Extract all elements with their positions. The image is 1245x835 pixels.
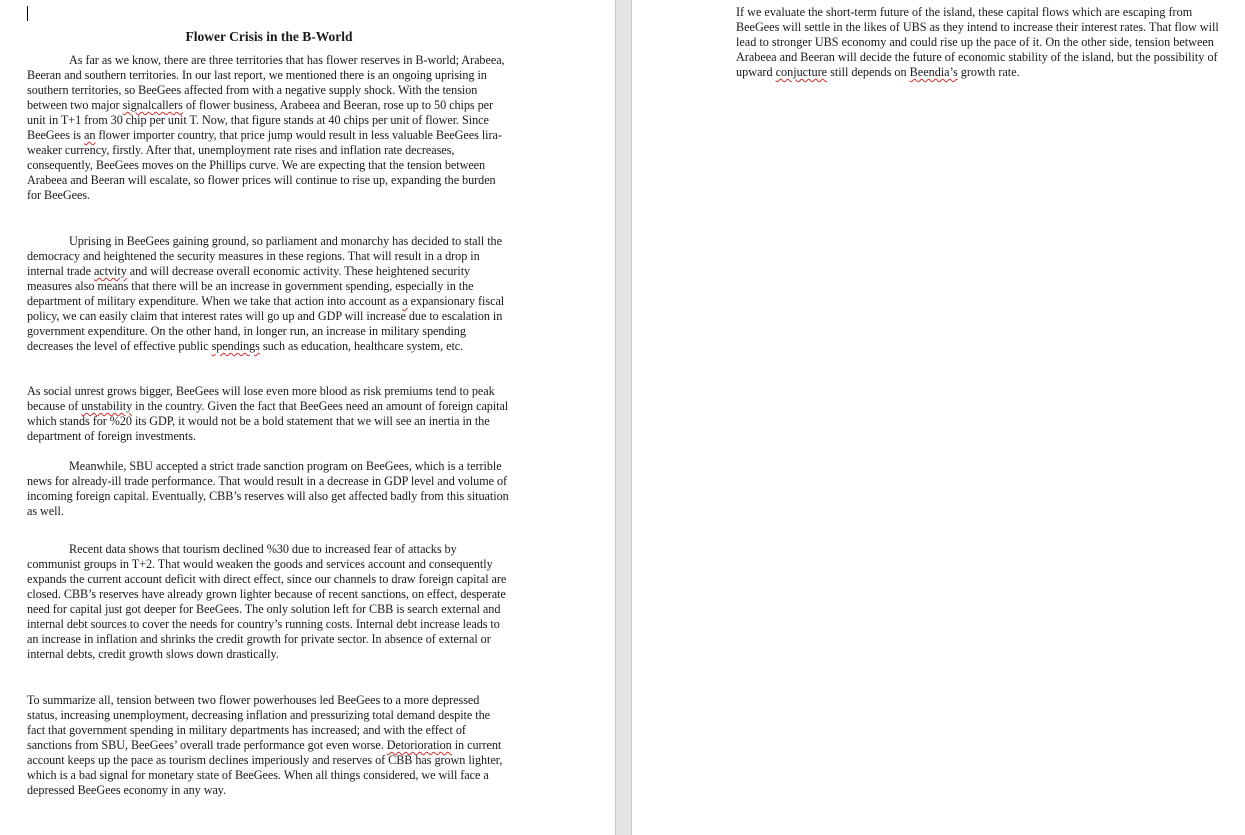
text-run: To summarize all, tension between two flower powerhouses led BeeGees to a more depressed status, increasing unemployment, decreasing inflation and pressurizing total demand despite the fact that government spending in military departments has increased; and with the effect of sanctions from SBU, BeeGees’ overall trade performance got even worse. xyxy=(27,693,490,752)
text-cursor xyxy=(27,6,28,21)
text-run: flower importer country, that price jump would result in less valuable BeeGees lira-weaker currency, firstly. After that, unemployment rate rises and inflation rate decreases, consequently, BeeGees moves on the Phillips curve. We are expecting that the tension between Arabeea and Beeran will escalate, so flower prices will continue to rise up, expanding the burden for BeeGees. xyxy=(27,128,502,202)
paragraph-1[interactable] xyxy=(27,53,511,203)
text-run: such as education, healthcare system, etc. xyxy=(259,339,464,353)
document-title: Flower Crisis in the B-World xyxy=(185,29,353,44)
spelling-error-mark[interactable]: actvity xyxy=(93,264,127,278)
spelling-error-mark[interactable]: Detorioration xyxy=(386,738,452,752)
paragraph-5[interactable] xyxy=(27,542,511,662)
spelling-error-mark[interactable]: a xyxy=(402,294,408,308)
spelling-error-mark[interactable]: signalcallers xyxy=(122,98,183,112)
spelling-error-mark[interactable]: Beendia’s xyxy=(909,65,958,79)
paragraph-4[interactable] xyxy=(27,459,511,519)
spelling-error-mark[interactable]: an xyxy=(83,128,96,142)
spelling-error-mark[interactable]: spendings xyxy=(211,339,260,353)
paragraph-2[interactable] xyxy=(27,234,511,354)
document-page-1 xyxy=(0,0,615,835)
text-run: expansionary fiscal policy, we can easily claim that interest rates will go up and GDP will increase due to escalation in government expenditure. On the other hand, in longer run, an increase in military spending decreases the level of effective public xyxy=(27,294,505,353)
text-run: As social unrest grows bigger, BeeGees will lose even more blood as risk premiums tend to peak because of xyxy=(27,384,495,413)
page-gutter xyxy=(615,0,632,835)
text-run: Meanwhile, SBU accepted a strict trade sanction program on BeeGees, which is a terrible news for already-ill trade performance. That would result in a decrease in GDP level and volume of incoming foreign capital. Eventually, CBB’s reserves will also get affected badly from this situation as well. xyxy=(27,459,509,518)
text-run: Uprising in BeeGees gaining ground, so parliament and monarchy has decided to stall the democracy and heightened the security measures in these regions. That will result in a drop in internal trade xyxy=(27,234,502,278)
text-run: growth rate. xyxy=(957,65,1020,79)
paragraph-3[interactable] xyxy=(27,384,511,444)
text-run: in the country. Given the fact that BeeGees need an amount of foreign capital which stands for %20 its GDP, it would not be a bold statement that we will see an inertia in the department of foreign investments. xyxy=(27,399,509,443)
paragraph-6[interactable] xyxy=(27,693,511,798)
document-page-2 xyxy=(632,0,1245,835)
text-run: Recent data shows that tourism declined %30 due to increased fear of attacks by communist groups in T+2. That would weaken the goods and services account and consequently expands the current account deficit with direct effect, since our channels to draw foreign capital are closed. CBB’s reserves have already grown lighter because of recent sanctions, on effect, desperate need for capital just got deeper for BeeGees. The only solution left for CBB is search external and internal debt sources to cover the needs for country’s running costs. Internal debt increase leads to an increase in inflation and shrinks the credit growth for private sector. In absence of external or internal debts, credit growth slows down drastically. xyxy=(27,542,507,661)
text-run: of flower business, Arabeea and Beeran, rose up to 50 chips per unit in T+1 from 30 chip per unit T. Now, that figure stands at 40 chips per unit of flower. Since BeeGees is xyxy=(27,98,494,142)
text-run: As far as we know, there are three territories that has flower reserves in B-world; Arabeea, Beeran and southern territories. In our last report, we mentioned there is an ongoing uprising in southern territories, so BeeGees affected from with a negative supply shock. With the tension between two major xyxy=(27,53,505,112)
spelling-error-mark[interactable]: conjucture xyxy=(775,65,828,79)
text-run: still depends on xyxy=(827,65,910,79)
text-run: in current account keeps up the pace as tourism declines imperiously and reserves of CBB has grown lighter, which is a bad signal for monetary state of BeeGees. When all things considered, we will face a depressed BeeGees economy in any way. xyxy=(27,738,503,797)
spelling-error-mark[interactable]: unstability xyxy=(81,399,133,413)
text-run: If we evaluate the short-term future of the island, these capital flows which are escaping from BeeGees will settle in the likes of UBS as they intend to increase their interest rates. That flow will lead to stronger UBS economy and could rise up the pace of it. On the other side, tension between Arabeea and Beeran will decide the future of economic stability of the island, but the possibility of upward xyxy=(736,5,1219,79)
text-run: and will decrease overall economic activity. These heightened security measures also means that there will be an increase in government spending, especially in the department of military expenditure. When we take that action into account as xyxy=(27,264,474,308)
paragraph-7[interactable] xyxy=(736,5,1220,80)
